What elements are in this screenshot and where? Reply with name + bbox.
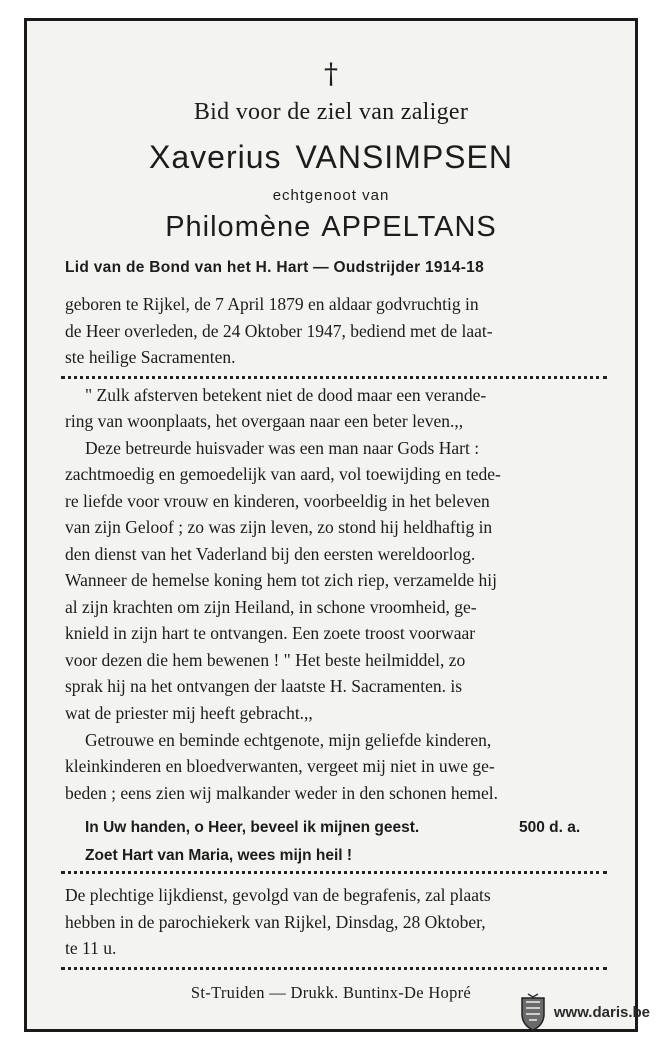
shield-crest-icon [518, 992, 548, 1032]
prayer-line: Zoet Hart van Maria, wees mijn heil ! [85, 847, 353, 864]
spouse-last-name: APPELTANS [321, 211, 497, 243]
bio-line: de Heer overleden, de 24 Oktober 1947, bediend met de laat- [65, 321, 493, 341]
spouse-name [27, 211, 635, 244]
text-line: Wanneer de hemelse koning hem tot zich riep, verzamelde hij [65, 570, 498, 590]
text-line: van zijn Geloof ; zo was zijn leven, zo stond hij heldhaftig in [65, 517, 493, 537]
watermark [518, 992, 650, 1032]
funeral-line: hebben in de parochiekerk van Rijkel, Dinsdag, 28 Oktober, [65, 912, 486, 932]
indulgence-note: 500 d. a. [519, 819, 581, 836]
watermark-url: www.daris.be [553, 1003, 650, 1021]
text-line: " Zulk afsterven betekent niet de dood maar een verande- [85, 385, 487, 405]
text-line: beden ; eens zien wij malkander weder in den schonen hemel. [65, 783, 498, 803]
dotted-divider [61, 376, 607, 379]
dotted-divider [61, 967, 607, 970]
printer-imprint: St-Truiden — Drukk. Buntinx-De Hopré [190, 983, 472, 1002]
prayer-line: In Uw handen, o Heer, beveel ik mijnen geest. [85, 819, 420, 836]
text-line: zachtmoedig en gemoedelijk van aard, vol toewijding en tede- [65, 464, 501, 484]
cross-icon: † [324, 57, 338, 90]
funeral-line: te 11 u. [65, 938, 117, 958]
deceased-last-name: VANSIMPSEN [295, 139, 513, 175]
memorial-card [24, 18, 638, 1032]
deceased-name [27, 139, 635, 176]
text-line: den dienst van het Vaderland bij den eersten wereldoorlog. [65, 544, 476, 564]
text-line: ring van woonplaats, het overgaan naar een beter leven.,, [65, 411, 464, 431]
text-line: knield in zijn hart te ontvangen. Een zoete troost voorwaar [65, 623, 476, 643]
bio-line: geboren te Rijkel, de 7 April 1879 en aldaar godvruchtig in [65, 294, 479, 314]
text-line: Getrouwe en beminde echtgenote, mijn geliefde kinderen, [85, 730, 492, 750]
text-line: voor dezen die hem bewenen ! " Het beste heilmiddel, zo [65, 650, 466, 670]
membership-line: Lid van de Bond van het H. Hart — Oudstrijder 1914-18 [65, 259, 484, 276]
deceased-first-name: Xaverius [149, 139, 282, 175]
text-line: al zijn krachten om zijn Heiland, in schone vroomheid, ge- [65, 597, 477, 617]
text-line: Deze betreurde huisvader was een man naar Gods Hart : [85, 438, 480, 458]
text-line: kleinkinderen en bloedverwanten, vergeet mij niet in uwe ge- [65, 756, 495, 776]
dotted-divider [61, 871, 607, 874]
spouse-label: echtgenoot van [272, 187, 390, 204]
prayer-heading: Bid voor de ziel van zaliger [193, 99, 469, 125]
funeral-line: De plechtige lijkdienst, gevolgd van de begrafenis, zal plaats [65, 885, 491, 905]
bio-line: ste heilige Sacramenten. [65, 347, 236, 367]
text-line: sprak hij na het ontvangen der laatste H. Sacramenten. is [65, 676, 463, 696]
text-line: wat de priester mij heeft gebracht.,, [65, 703, 313, 723]
text-line: re liefde voor vrouw en kinderen, voorbeeldig in het beleven [65, 491, 490, 511]
spouse-first-name: Philomène [165, 211, 312, 243]
